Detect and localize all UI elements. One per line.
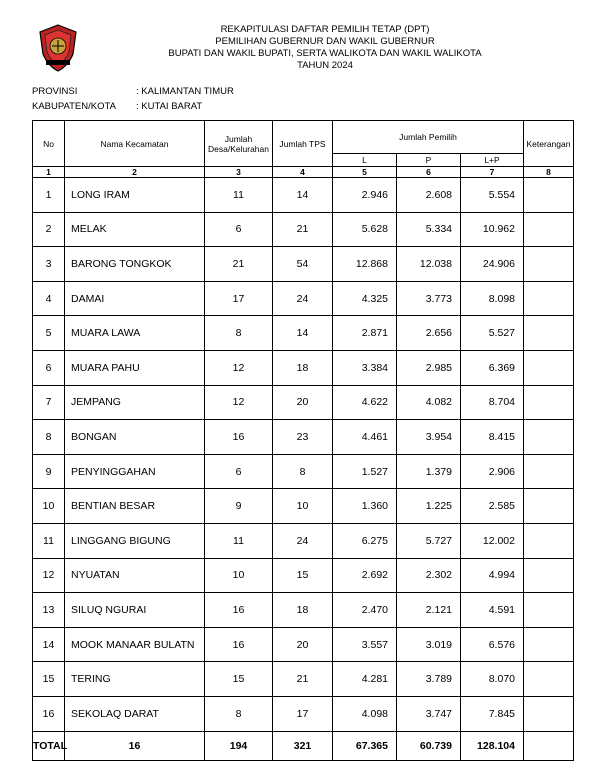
table-row <box>33 281 574 316</box>
col-header-kecamatan: Nama Kecamatan <box>65 121 205 167</box>
table-row <box>33 178 574 213</box>
table-row <box>33 247 574 282</box>
row-desa: 12 <box>205 350 273 385</box>
row-p: 2.121 <box>397 593 461 628</box>
col-header-lp: L+P <box>461 154 524 167</box>
row-desa: 9 <box>205 489 273 524</box>
row-kecamatan: SEKOLAQ DARAT <box>65 696 205 731</box>
row-no: 1 <box>33 178 65 213</box>
row-desa: 8 <box>205 316 273 351</box>
row-tps: 15 <box>273 558 333 593</box>
col-header-p: P <box>397 154 461 167</box>
table-row <box>33 489 574 524</box>
total-tps: 321 <box>273 731 333 760</box>
row-p: 3.954 <box>397 420 461 455</box>
row-tps: 24 <box>273 281 333 316</box>
row-l: 2.946 <box>333 178 397 213</box>
kpu-logo <box>38 24 78 72</box>
row-desa: 16 <box>205 420 273 455</box>
row-no: 9 <box>33 454 65 489</box>
row-lp: 8.070 <box>461 662 524 697</box>
provinsi-label: PROVINSI <box>32 86 78 97</box>
row-desa: 11 <box>205 178 273 213</box>
row-l: 2.470 <box>333 593 397 628</box>
row-lp: 7.845 <box>461 696 524 731</box>
row-p: 2.985 <box>397 350 461 385</box>
row-l: 6.275 <box>333 523 397 558</box>
row-no: 13 <box>33 593 65 628</box>
row-lp: 4.994 <box>461 558 524 593</box>
total-row <box>33 731 574 760</box>
column-number-row <box>33 167 574 178</box>
row-tps: 18 <box>273 593 333 628</box>
row-desa: 15 <box>205 662 273 697</box>
row-keterangan <box>524 523 574 558</box>
table-row <box>33 212 574 247</box>
row-keterangan <box>524 558 574 593</box>
row-kecamatan: LINGGANG BIGUNG <box>65 523 205 558</box>
total-label: TOTAL <box>33 731 65 760</box>
row-tps: 18 <box>273 350 333 385</box>
row-kecamatan: DAMAI <box>65 281 205 316</box>
row-keterangan <box>524 178 574 213</box>
row-p: 2.656 <box>397 316 461 351</box>
col-number: 8 <box>524 167 574 178</box>
row-desa: 12 <box>205 385 273 420</box>
row-keterangan <box>524 212 574 247</box>
table-row <box>33 420 574 455</box>
row-tps: 14 <box>273 316 333 351</box>
row-l: 4.281 <box>333 662 397 697</box>
row-no: 14 <box>33 627 65 662</box>
row-l: 2.692 <box>333 558 397 593</box>
row-no: 6 <box>33 350 65 385</box>
row-no: 16 <box>33 696 65 731</box>
row-p: 1.225 <box>397 489 461 524</box>
row-tps: 54 <box>273 247 333 282</box>
table-row <box>33 350 574 385</box>
row-desa: 10 <box>205 558 273 593</box>
row-tps: 8 <box>273 454 333 489</box>
row-desa: 6 <box>205 454 273 489</box>
row-keterangan <box>524 662 574 697</box>
col-number: 1 <box>33 167 65 178</box>
row-keterangan <box>524 350 574 385</box>
row-no: 2 <box>33 212 65 247</box>
row-kecamatan: SILUQ NGURAI <box>65 593 205 628</box>
region-info <box>32 84 234 114</box>
row-keterangan <box>524 593 574 628</box>
row-keterangan <box>524 489 574 524</box>
row-kecamatan: MUARA PAHU <box>65 350 205 385</box>
header-line2: PEMILIHAN GUBERNUR DAN WAKIL GUBERNUR <box>215 36 435 47</box>
header-line3: BUPATI DAN WAKIL BUPATI, SERTA WALIKOTA DAN WAKIL WALIKOTA <box>168 48 482 59</box>
row-kecamatan: MOOK MANAAR BULATN <box>65 627 205 662</box>
row-tps: 20 <box>273 627 333 662</box>
row-p: 3.789 <box>397 662 461 697</box>
table-row <box>33 593 574 628</box>
row-keterangan <box>524 627 574 662</box>
row-keterangan <box>524 281 574 316</box>
row-no: 15 <box>33 662 65 697</box>
row-p: 5.334 <box>397 212 461 247</box>
row-kecamatan: TERING <box>65 662 205 697</box>
table-row <box>33 523 574 558</box>
row-kecamatan: PENYINGGAHAN <box>65 454 205 489</box>
row-no: 8 <box>33 420 65 455</box>
col-header-pemilih: Jumlah Pemilih <box>333 121 524 154</box>
total-p: 60.739 <box>397 731 461 760</box>
row-tps: 10 <box>273 489 333 524</box>
col-number: 6 <box>397 167 461 178</box>
row-tps: 23 <box>273 420 333 455</box>
col-header-keterangan: Keterangan <box>524 121 574 167</box>
row-keterangan <box>524 420 574 455</box>
row-lp: 2.585 <box>461 489 524 524</box>
row-no: 11 <box>33 523 65 558</box>
col-header-l: L <box>333 154 397 167</box>
row-no: 10 <box>33 489 65 524</box>
row-p: 4.082 <box>397 385 461 420</box>
row-l: 3.384 <box>333 350 397 385</box>
table-row <box>33 696 574 731</box>
col-number: 5 <box>333 167 397 178</box>
total-desa: 194 <box>205 731 273 760</box>
total-kecamatan: 16 <box>65 731 205 760</box>
row-p: 3.019 <box>397 627 461 662</box>
row-l: 1.360 <box>333 489 397 524</box>
row-tps: 21 <box>273 662 333 697</box>
row-p: 3.773 <box>397 281 461 316</box>
row-lp: 24.906 <box>461 247 524 282</box>
row-lp: 2.906 <box>461 454 524 489</box>
row-desa: 17 <box>205 281 273 316</box>
row-lp: 5.554 <box>461 178 524 213</box>
row-tps: 14 <box>273 178 333 213</box>
row-lp: 6.576 <box>461 627 524 662</box>
row-l: 2.871 <box>333 316 397 351</box>
row-l: 4.325 <box>333 281 397 316</box>
kabupaten-label: KABUPATEN/KOTA <box>32 101 116 112</box>
col-header-no: No <box>33 121 65 167</box>
col-number: 7 <box>461 167 524 178</box>
row-kecamatan: MELAK <box>65 212 205 247</box>
row-keterangan <box>524 247 574 282</box>
row-desa: 6 <box>205 212 273 247</box>
row-p: 12.038 <box>397 247 461 282</box>
row-l: 4.622 <box>333 385 397 420</box>
row-kecamatan: JEMPANG <box>65 385 205 420</box>
header-year: TAHUN 2024 <box>297 60 353 71</box>
row-p: 3.747 <box>397 696 461 731</box>
table-row <box>33 662 574 697</box>
row-lp: 10.962 <box>461 212 524 247</box>
dpt-table <box>32 120 574 761</box>
provinsi-value: : KALIMANTAN TIMUR <box>136 86 234 97</box>
row-desa: 8 <box>205 696 273 731</box>
row-kecamatan: MUARA LAWA <box>65 316 205 351</box>
total-lp: 128.104 <box>461 731 524 760</box>
row-p: 5.727 <box>397 523 461 558</box>
table-row <box>33 627 574 662</box>
row-lp: 8.098 <box>461 281 524 316</box>
row-kecamatan: BONGAN <box>65 420 205 455</box>
row-p: 2.608 <box>397 178 461 213</box>
row-lp: 5.527 <box>461 316 524 351</box>
row-l: 12.868 <box>333 247 397 282</box>
row-tps: 24 <box>273 523 333 558</box>
table-row <box>33 385 574 420</box>
row-tps: 17 <box>273 696 333 731</box>
report-header <box>130 24 520 72</box>
row-p: 2.302 <box>397 558 461 593</box>
col-number: 2 <box>65 167 205 178</box>
table-row <box>33 316 574 351</box>
row-p: 1.379 <box>397 454 461 489</box>
row-no: 4 <box>33 281 65 316</box>
total-keterangan <box>524 731 574 760</box>
row-desa: 16 <box>205 627 273 662</box>
row-l: 4.098 <box>333 696 397 731</box>
row-kecamatan: NYUATAN <box>65 558 205 593</box>
row-l: 3.557 <box>333 627 397 662</box>
row-l: 5.628 <box>333 212 397 247</box>
header-title: REKAPITULASI DAFTAR PEMILIH TETAP (DPT) <box>220 24 430 35</box>
row-no: 12 <box>33 558 65 593</box>
row-kecamatan: LONG IRAM <box>65 178 205 213</box>
row-lp: 8.415 <box>461 420 524 455</box>
row-no: 5 <box>33 316 65 351</box>
row-lp: 12.002 <box>461 523 524 558</box>
row-lp: 4.591 <box>461 593 524 628</box>
col-number: 3 <box>205 167 273 178</box>
row-tps: 21 <box>273 212 333 247</box>
row-kecamatan: BENTIAN BESAR <box>65 489 205 524</box>
kabupaten-value: : KUTAI BARAT <box>136 101 203 112</box>
row-keterangan <box>524 385 574 420</box>
row-no: 7 <box>33 385 65 420</box>
row-kecamatan: BARONG TONGKOK <box>65 247 205 282</box>
row-keterangan <box>524 316 574 351</box>
table-row <box>33 454 574 489</box>
col-header-desa: Jumlah Desa/Kelurahan <box>205 121 273 167</box>
row-keterangan <box>524 454 574 489</box>
col-header-tps: Jumlah TPS <box>273 121 333 167</box>
col-number: 4 <box>273 167 333 178</box>
row-desa: 21 <box>205 247 273 282</box>
row-lp: 8.704 <box>461 385 524 420</box>
row-desa: 16 <box>205 593 273 628</box>
row-no: 3 <box>33 247 65 282</box>
row-tps: 20 <box>273 385 333 420</box>
row-l: 4.461 <box>333 420 397 455</box>
total-l: 67.365 <box>333 731 397 760</box>
table-row <box>33 558 574 593</box>
row-keterangan <box>524 696 574 731</box>
row-lp: 6.369 <box>461 350 524 385</box>
row-desa: 11 <box>205 523 273 558</box>
row-l: 1.527 <box>333 454 397 489</box>
